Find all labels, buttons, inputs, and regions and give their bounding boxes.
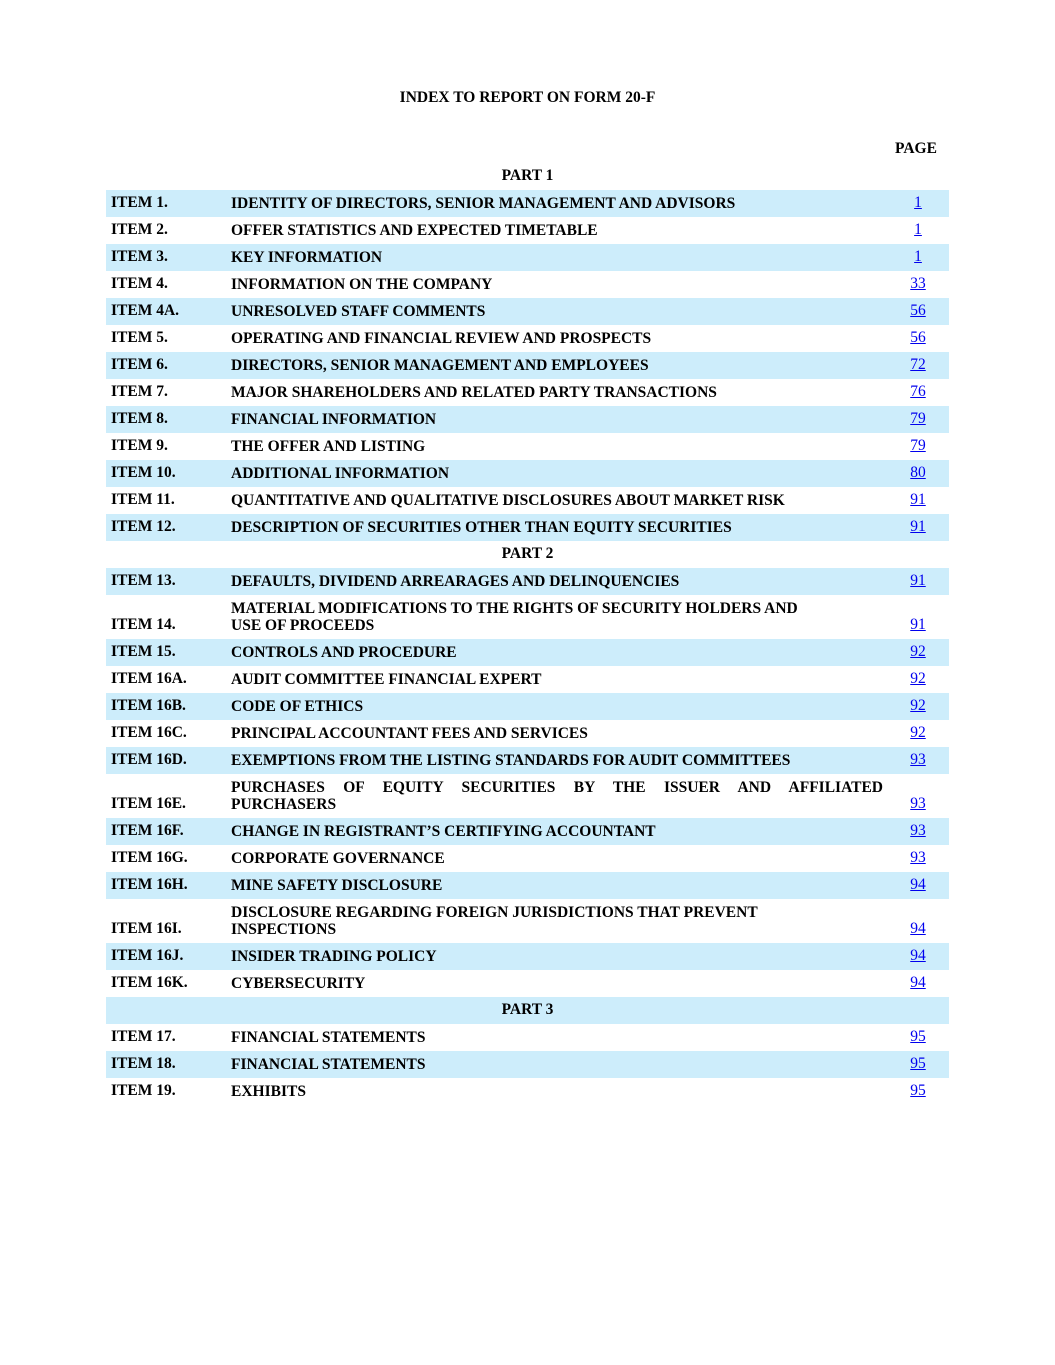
- page-link[interactable]: 94: [910, 947, 926, 964]
- item-number: ITEM 8.: [111, 410, 168, 427]
- item-number: ITEM 18.: [111, 1055, 176, 1072]
- page-link[interactable]: 1: [914, 194, 922, 211]
- toc-item-row: [106, 943, 949, 970]
- part-heading-row: [106, 997, 949, 1024]
- page-link[interactable]: 92: [910, 724, 926, 741]
- toc-item-row: [106, 514, 949, 541]
- item-number: ITEM 19.: [111, 1082, 176, 1099]
- page-link[interactable]: 56: [910, 302, 926, 319]
- toc-item-row: [106, 568, 949, 595]
- item-number: ITEM 16H.: [111, 876, 188, 893]
- item-number: ITEM 11.: [111, 491, 175, 508]
- part-heading: PART 2: [501, 545, 554, 562]
- item-number: ITEM 2.: [111, 221, 168, 238]
- page-link[interactable]: 79: [910, 437, 926, 454]
- item-number: ITEM 16F.: [111, 822, 184, 839]
- item-title: DIRECTORS, SENIOR MANAGEMENT AND EMPLOYEES: [231, 357, 649, 374]
- item-title: FINANCIAL STATEMENTS: [231, 1029, 426, 1046]
- item-number: ITEM 5.: [111, 329, 168, 346]
- page-link[interactable]: 93: [910, 822, 926, 839]
- page-link[interactable]: 91: [910, 491, 926, 508]
- toc-item-row: [106, 433, 949, 460]
- item-title: PRINCIPAL ACCOUNTANT FEES AND SERVICES: [231, 725, 588, 742]
- item-number: ITEM 16J.: [111, 947, 184, 964]
- page-link[interactable]: 91: [910, 572, 926, 589]
- page-link[interactable]: 93: [910, 849, 926, 866]
- document-title: INDEX TO REPORT ON FORM 20-F: [399, 89, 656, 106]
- toc-item-row: [106, 244, 949, 271]
- toc-item-row: [106, 720, 949, 747]
- page-link[interactable]: 92: [910, 670, 926, 687]
- item-title: MINE SAFETY DISCLOSURE: [231, 877, 443, 894]
- toc-item-row: [106, 639, 949, 666]
- item-number: ITEM 16G.: [111, 849, 188, 866]
- item-number: ITEM 17.: [111, 1028, 176, 1045]
- item-title: UNRESOLVED STAFF COMMENTS: [231, 303, 486, 320]
- item-title: [231, 779, 883, 813]
- page-link[interactable]: 95: [910, 1028, 926, 1045]
- part-heading: PART 3: [501, 1001, 554, 1018]
- toc-item-row: [106, 298, 949, 325]
- item-number: ITEM 14.: [111, 616, 176, 633]
- page-link[interactable]: 1: [914, 221, 922, 238]
- item-title-line: PURCHASES OF EQUITY SECURITIES BY THE ISSUER AND AFFILIATED: [231, 779, 883, 796]
- item-title-line: INSPECTIONS: [231, 921, 337, 938]
- item-title-line: USE OF PROCEEDS: [231, 617, 375, 634]
- item-title: KEY INFORMATION: [231, 249, 383, 266]
- toc-item-row: [106, 325, 949, 352]
- page-link[interactable]: 94: [910, 920, 926, 937]
- item-title: CHANGE IN REGISTRANT’S CERTIFYING ACCOUNTANT: [231, 823, 656, 840]
- item-title: EXEMPTIONS FROM THE LISTING STANDARDS FOR AUDIT COMMITTEES: [231, 752, 791, 769]
- toc-item-row: [106, 693, 949, 720]
- toc-item-row: [106, 872, 949, 899]
- toc-item-row: [106, 352, 949, 379]
- toc-item-row: [106, 1024, 949, 1051]
- page-link[interactable]: 33: [910, 275, 926, 292]
- toc-item-row: [106, 379, 949, 406]
- item-title: CODE OF ETHICS: [231, 698, 364, 715]
- page-column-header: PAGE: [895, 140, 937, 157]
- page-link[interactable]: 79: [910, 410, 926, 427]
- item-number: ITEM 16D.: [111, 751, 187, 768]
- item-title: CYBERSECURITY: [231, 975, 366, 992]
- item-title: INSIDER TRADING POLICY: [231, 948, 437, 965]
- item-title: MAJOR SHAREHOLDERS AND RELATED PARTY TRANSACTIONS: [231, 384, 717, 401]
- item-title: QUANTITATIVE AND QUALITATIVE DISCLOSURES ABOUT MARKET RISK: [231, 492, 785, 509]
- page-link[interactable]: 95: [910, 1055, 926, 1072]
- item-number: ITEM 16A.: [111, 670, 187, 687]
- page-link[interactable]: 93: [910, 795, 926, 812]
- item-number: ITEM 16E.: [111, 795, 186, 812]
- toc-item-row: [106, 818, 949, 845]
- part-heading-row: [106, 541, 949, 568]
- page-link[interactable]: 95: [910, 1082, 926, 1099]
- item-title-line: MATERIAL MODIFICATIONS TO THE RIGHTS OF SECURITY HOLDERS AND: [231, 600, 798, 617]
- item-number: ITEM 16B.: [111, 697, 186, 714]
- item-title: DESCRIPTION OF SECURITIES OTHER THAN EQUITY SECURITIES: [231, 519, 732, 536]
- toc-item-row: [106, 747, 949, 774]
- item-title: DEFAULTS, DIVIDEND ARREARAGES AND DELINQUENCIES: [231, 573, 680, 590]
- item-title: CORPORATE GOVERNANCE: [231, 850, 445, 867]
- page-link[interactable]: 91: [910, 518, 926, 535]
- item-title: FINANCIAL INFORMATION: [231, 411, 437, 428]
- toc-item-row: [106, 774, 949, 818]
- item-number: ITEM 16C.: [111, 724, 187, 741]
- toc-item-row: [106, 1078, 949, 1105]
- item-number: ITEM 4A.: [111, 302, 180, 319]
- item-number: ITEM 10.: [111, 464, 176, 481]
- item-title-line: PURCHASERS: [231, 796, 337, 813]
- table-of-contents: [106, 163, 949, 1105]
- toc-item-row: [106, 460, 949, 487]
- toc-item-row: [106, 595, 949, 639]
- toc-item-row: [106, 899, 949, 943]
- item-number: ITEM 6.: [111, 356, 168, 373]
- item-title: OPERATING AND FINANCIAL REVIEW AND PROSPECTS: [231, 330, 652, 347]
- item-number: ITEM 1.: [111, 194, 168, 211]
- item-title: FINANCIAL STATEMENTS: [231, 1056, 426, 1073]
- page-link[interactable]: 1: [914, 248, 922, 265]
- part-heading-row: [106, 163, 949, 190]
- item-number: ITEM 4.: [111, 275, 168, 292]
- page-link[interactable]: 56: [910, 329, 926, 346]
- item-number: ITEM 16K.: [111, 974, 188, 991]
- toc-item-row: [106, 845, 949, 872]
- page-link[interactable]: 92: [910, 643, 926, 660]
- page-link[interactable]: 72: [910, 356, 926, 373]
- item-title: OFFER STATISTICS AND EXPECTED TIMETABLE: [231, 222, 598, 239]
- item-number: ITEM 7.: [111, 383, 168, 400]
- item-title-line: DISCLOSURE REGARDING FOREIGN JURISDICTIONS THAT PREVENT: [231, 904, 758, 921]
- item-number: ITEM 12.: [111, 518, 176, 535]
- page-link[interactable]: 91: [910, 616, 926, 633]
- item-number: ITEM 3.: [111, 248, 168, 265]
- toc-item-row: [106, 666, 949, 693]
- page-link[interactable]: 94: [910, 974, 926, 991]
- toc-item-row: [106, 271, 949, 298]
- page-link[interactable]: 94: [910, 876, 926, 893]
- item-title: [231, 904, 883, 938]
- item-number: ITEM 9.: [111, 437, 168, 454]
- item-title: [231, 600, 883, 634]
- toc-item-row: [106, 1051, 949, 1078]
- toc-item-row: [106, 190, 949, 217]
- item-number: ITEM 15.: [111, 643, 176, 660]
- item-title: INFORMATION ON THE COMPANY: [231, 276, 493, 293]
- item-title: EXHIBITS: [231, 1083, 306, 1100]
- part-heading: PART 1: [501, 167, 554, 184]
- item-title: CONTROLS AND PROCEDURE: [231, 644, 457, 661]
- toc-item-row: [106, 970, 949, 997]
- page-link[interactable]: 92: [910, 697, 926, 714]
- item-title: THE OFFER AND LISTING: [231, 438, 426, 455]
- page-link[interactable]: 93: [910, 751, 926, 768]
- item-title: IDENTITY OF DIRECTORS, SENIOR MANAGEMENT AND ADVISORS: [231, 195, 736, 212]
- toc-item-row: [106, 217, 949, 244]
- item-title: ADDITIONAL INFORMATION: [231, 465, 450, 482]
- page-link[interactable]: 76: [910, 383, 926, 400]
- item-number: ITEM 13.: [111, 572, 176, 589]
- item-number: ITEM 16I.: [111, 920, 182, 937]
- toc-item-row: [106, 487, 949, 514]
- item-title: AUDIT COMMITTEE FINANCIAL EXPERT: [231, 671, 542, 688]
- toc-item-row: [106, 406, 949, 433]
- page-link[interactable]: 80: [910, 464, 926, 481]
